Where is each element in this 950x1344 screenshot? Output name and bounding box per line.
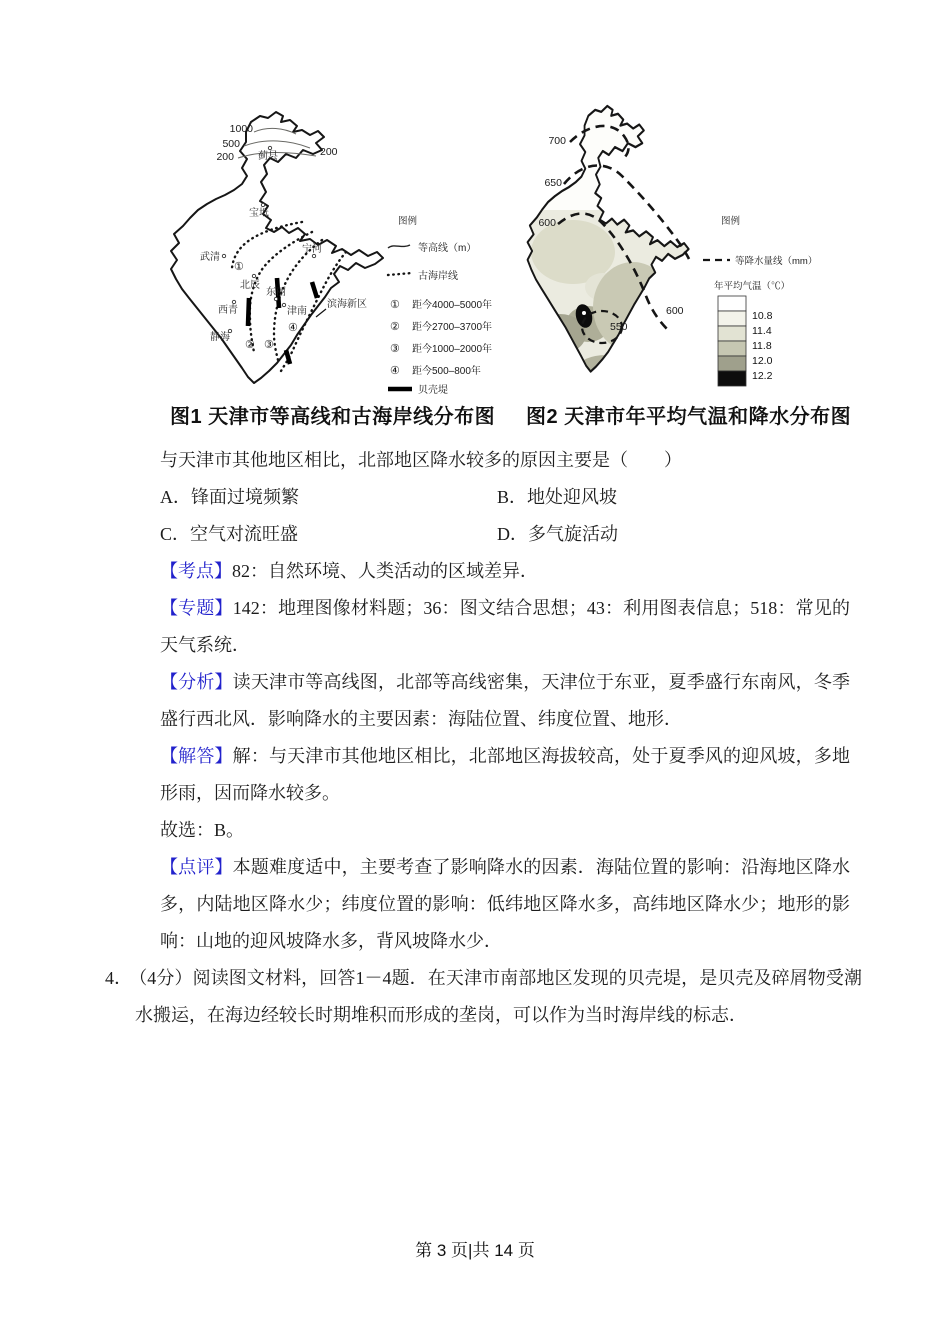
isohyet-label-600-left: 600	[538, 217, 556, 229]
coastline-marker-3: ③	[264, 339, 274, 351]
contour-label-200-right: 200	[320, 146, 338, 158]
contour-label-1000: 1000	[229, 123, 253, 135]
figure2-map-tianjin-temp-precip	[518, 102, 863, 398]
legend1-shell-label: 贝壳堤	[418, 385, 448, 396]
section-jieda-text: 解：与天津市其他地区相比，北部地区海拔较高，处于夏季风的迎风坡，多地形雨，因而降水较多。	[160, 746, 851, 803]
section-dianping-text: 本题难度适中，主要考查了影响降水的因素．海陆位置的影响：沿海地区降水多，内陆地区降水少；纬度位置的影响：低纬地区降水多，高纬地区降水少；地形的影响：山地的迎风坡降水多，背风坡降水少．	[160, 857, 851, 951]
option-b-text: 地处迎风坡	[527, 487, 618, 507]
page-footer: 第 3 页|共 14 页	[415, 1241, 535, 1260]
map2-legend	[703, 215, 817, 386]
legend2-temp-label: 年平均气温（℃）	[714, 281, 791, 292]
section-zhuanti-text: 142：地理图像材料题；36：图文结合思想；43：利用图表信息；518：常见的天气系统．	[160, 598, 851, 655]
section-dianping-tag: 【点评】	[160, 857, 233, 877]
place-label-ninghe: 宁河	[302, 244, 322, 255]
legend1-contour-label: 等高线（m）	[418, 243, 477, 254]
legend2-temp-ramp	[718, 296, 773, 386]
question4-text: （4分）阅读图文材料，回答1－4题．在天津市南部地区发现的贝壳堤，是贝壳及碎屑物受潮水搬运，在海边经较长时期堆积而形成的垄岗，可以作为当时海岸线的标志．	[135, 968, 863, 1025]
answer-choice-text: 故选：B。	[160, 820, 245, 840]
map1-legend	[388, 215, 492, 396]
section-zhuanti	[160, 590, 850, 664]
option-c-text: 空气对流旺盛	[190, 524, 299, 544]
figure1-map-tianjin-contours-coastlines	[150, 102, 505, 398]
section-kaodian-tag: 【考点】	[160, 561, 232, 581]
legend1-item-4: 距今500–800年	[412, 366, 481, 377]
place-label-jixian: 蓟县	[258, 151, 278, 162]
section-jieda	[160, 738, 850, 812]
coastline-marker-1: ①	[234, 261, 244, 273]
section-fenxi	[160, 664, 850, 738]
legend2-title: 图例	[721, 216, 741, 227]
section-kaodian	[160, 553, 850, 590]
place-label-xiqing: 西青	[218, 305, 238, 316]
isohyet-label-650: 650	[544, 177, 562, 189]
legend1-title: 图例	[398, 216, 418, 227]
temp-scale-11-4: 11.4	[752, 325, 772, 337]
isohyet-label-700: 700	[548, 135, 566, 147]
question-stem: 与天津市其他地区相比，北部地区降水较多的原因主要是（ ）	[160, 450, 682, 470]
place-label-dongli: 东丽	[266, 287, 286, 298]
legend1-marker-2: ②	[390, 321, 400, 333]
place-label-wuqing: 武清	[200, 252, 220, 263]
section-dianping	[160, 849, 850, 960]
answer-choice-line	[160, 812, 850, 849]
section-jieda-tag: 【解答】	[160, 746, 233, 766]
temp-scale-11-8: 11.8	[752, 340, 772, 352]
option-a	[160, 479, 497, 516]
document-body	[0, 442, 950, 1034]
legend1-marker-3: ③	[390, 343, 400, 355]
isohyet-label-600-right: 600	[666, 305, 684, 317]
option-d-text: 多气旋活动	[528, 524, 618, 544]
option-b	[497, 479, 617, 516]
option-d-key: D．	[497, 524, 528, 544]
option-row-ab	[160, 479, 850, 516]
legend1-item-3: 距今1000–2000年	[412, 344, 493, 355]
place-label-jinghai: 静海	[210, 332, 230, 343]
isohyet-label-550: 550	[610, 321, 628, 333]
legend1-item-1: 距今4000–5000年	[412, 300, 493, 311]
option-b-key: B．	[497, 487, 528, 507]
question4-number: 4．	[105, 968, 133, 988]
place-label-beichen: 北辰	[240, 280, 260, 291]
place-label-binhai: 滨海新区	[327, 299, 367, 310]
option-d	[497, 516, 618, 553]
legend1-marker-4: ④	[390, 365, 400, 377]
legend1-coastline-label: 古海岸线	[418, 271, 458, 282]
legend1-marker-1: ①	[390, 299, 400, 311]
option-c	[160, 516, 497, 553]
figure1-caption: 图1 天津市等高线和古海岸线分布图	[170, 406, 496, 428]
coastline-marker-2: ②	[245, 339, 255, 351]
temp-scale-12-2: 12.2	[752, 370, 773, 382]
coastline-marker-4: ④	[288, 322, 298, 334]
temp-scale-10-8: 10.8	[752, 310, 773, 322]
question4-paragraph	[105, 960, 862, 1034]
section-zhuanti-tag: 【专题】	[160, 598, 233, 618]
option-c-key: C．	[160, 524, 191, 544]
section-kaodian-text: 82：自然环境、人类活动的区域差异．	[232, 561, 538, 581]
legend2-isohyet-label: 等降水量线（mm）	[735, 256, 818, 267]
temp-scale-12-0: 12.0	[752, 355, 773, 367]
place-label-jinnan: 津南	[287, 306, 307, 317]
option-a-key: A．	[160, 487, 191, 507]
option-row-cd	[160, 516, 850, 553]
section-fenxi-text: 读天津市等高线图，北部等高线密集，天津位于东亚，夏季盛行东南风，冬季盛行西北风．影响降水的主要因素：海陆位置、纬度位置、地形．	[160, 672, 851, 729]
contour-label-200-left: 200	[216, 151, 234, 163]
place-label-baodi: 宝坻	[249, 208, 269, 219]
option-a-text: 锋面过境频繁	[191, 487, 299, 507]
answer-options	[160, 479, 850, 553]
contour-label-500: 500	[222, 138, 240, 150]
section-fenxi-tag: 【分析】	[160, 672, 233, 692]
figure2-caption: 图2 天津市年平均气温和降水分布图	[526, 406, 852, 428]
legend1-item-2: 距今2700–3700年	[412, 322, 493, 333]
